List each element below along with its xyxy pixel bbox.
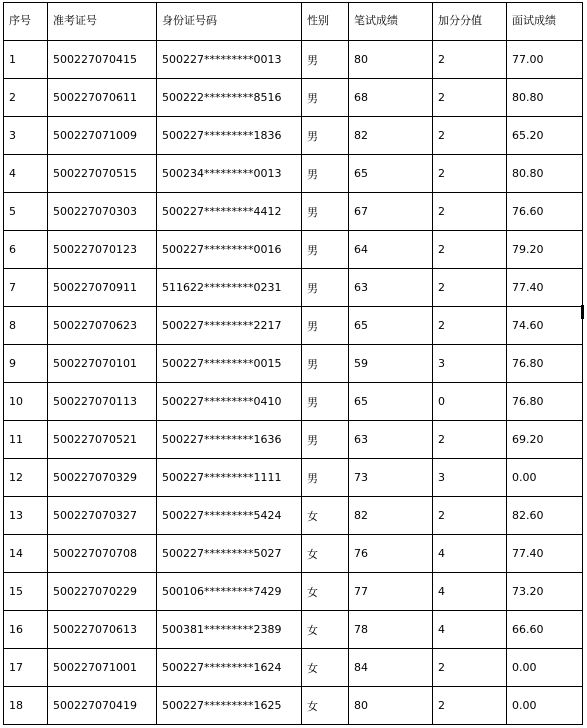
- cell-bonus-points: 2: [433, 79, 507, 117]
- cell-gender: 男: [302, 79, 349, 117]
- header-written-score: 笔试成绩: [349, 3, 433, 41]
- cell-written-score: 63: [349, 269, 433, 307]
- cell-interview-score: 76.60: [507, 193, 583, 231]
- table-row: [4, 79, 583, 117]
- table-row: [4, 649, 583, 687]
- cell-written-score: 59: [349, 345, 433, 383]
- cell-id-card-number: 500227*********1625: [157, 687, 302, 725]
- cell-serial-number: 8: [4, 307, 48, 345]
- cell-gender: 男: [302, 307, 349, 345]
- cell-admission-ticket-number: 500227070611: [48, 79, 157, 117]
- cell-admission-ticket-number: 500227070613: [48, 611, 157, 649]
- cell-admission-ticket-number: 500227070101: [48, 345, 157, 383]
- cell-interview-score: 80.80: [507, 79, 583, 117]
- cell-written-score: 82: [349, 497, 433, 535]
- table-row: [4, 535, 583, 573]
- cell-interview-score: 0.00: [507, 459, 583, 497]
- cell-bonus-points: 2: [433, 421, 507, 459]
- cell-written-score: 82: [349, 117, 433, 155]
- cell-interview-score: 77.40: [507, 535, 583, 573]
- header-admission-ticket-number: 准考证号: [48, 3, 157, 41]
- cell-interview-score: 74.60: [507, 307, 583, 345]
- cell-id-card-number: 500222*********8516: [157, 79, 302, 117]
- table-row: [4, 155, 583, 193]
- cell-interview-score: 80.80: [507, 155, 583, 193]
- cell-gender: 男: [302, 41, 349, 79]
- cell-admission-ticket-number: 500227070329: [48, 459, 157, 497]
- header-serial-number: 序号: [4, 3, 48, 41]
- cell-serial-number: 9: [4, 345, 48, 383]
- cell-admission-ticket-number: 500227070521: [48, 421, 157, 459]
- cell-bonus-points: 2: [433, 269, 507, 307]
- cell-serial-number: 11: [4, 421, 48, 459]
- cell-admission-ticket-number: 500227071009: [48, 117, 157, 155]
- cell-id-card-number: 500227*********1624: [157, 649, 302, 687]
- table-row: [4, 231, 583, 269]
- cell-bonus-points: 2: [433, 687, 507, 725]
- cell-bonus-points: 4: [433, 535, 507, 573]
- header-bonus-points: 加分分值: [433, 3, 507, 41]
- cell-written-score: 65: [349, 307, 433, 345]
- cell-admission-ticket-number: 500227070515: [48, 155, 157, 193]
- table-row: [4, 687, 583, 725]
- cell-interview-score: 76.80: [507, 383, 583, 421]
- cell-gender: 女: [302, 649, 349, 687]
- cell-serial-number: 7: [4, 269, 48, 307]
- table-row: [4, 459, 583, 497]
- cell-gender: 男: [302, 345, 349, 383]
- cell-admission-ticket-number: 500227070911: [48, 269, 157, 307]
- cell-admission-ticket-number: 500227070303: [48, 193, 157, 231]
- cell-id-card-number: 500227*********5424: [157, 497, 302, 535]
- cell-written-score: 68: [349, 79, 433, 117]
- table-row: [4, 345, 583, 383]
- cell-id-card-number: 500227*********5027: [157, 535, 302, 573]
- cell-bonus-points: 2: [433, 307, 507, 345]
- cell-serial-number: 13: [4, 497, 48, 535]
- cell-written-score: 73: [349, 459, 433, 497]
- cell-interview-score: 65.20: [507, 117, 583, 155]
- cell-gender: 女: [302, 535, 349, 573]
- cell-serial-number: 16: [4, 611, 48, 649]
- cell-id-card-number: 500227*********0016: [157, 231, 302, 269]
- cell-admission-ticket-number: 500227070229: [48, 573, 157, 611]
- cell-written-score: 67: [349, 193, 433, 231]
- table-header-row: [4, 3, 583, 41]
- header-interview-score: 面试成绩: [507, 3, 583, 41]
- table-row: [4, 193, 583, 231]
- cell-id-card-number: 500227*********0410: [157, 383, 302, 421]
- cell-admission-ticket-number: 500227070123: [48, 231, 157, 269]
- cell-interview-score: 69.20: [507, 421, 583, 459]
- cell-gender: 男: [302, 383, 349, 421]
- cell-bonus-points: 2: [433, 155, 507, 193]
- cell-admission-ticket-number: 500227070415: [48, 41, 157, 79]
- table-row: [4, 117, 583, 155]
- cell-id-card-number: 500227*********0015: [157, 345, 302, 383]
- cell-written-score: 84: [349, 649, 433, 687]
- cell-gender: 男: [302, 117, 349, 155]
- cell-gender: 男: [302, 231, 349, 269]
- cell-interview-score: 0.00: [507, 687, 583, 725]
- cell-bonus-points: 2: [433, 231, 507, 269]
- cell-serial-number: 17: [4, 649, 48, 687]
- cell-id-card-number: 500227*********0013: [157, 41, 302, 79]
- cell-serial-number: 1: [4, 41, 48, 79]
- cell-admission-ticket-number: 500227070419: [48, 687, 157, 725]
- cell-written-score: 80: [349, 41, 433, 79]
- cell-interview-score: 73.20: [507, 573, 583, 611]
- score-table: [3, 2, 583, 725]
- table-row: [4, 307, 583, 345]
- cell-id-card-number: 500227*********1111: [157, 459, 302, 497]
- cell-serial-number: 3: [4, 117, 48, 155]
- cell-admission-ticket-number: 500227070327: [48, 497, 157, 535]
- cell-bonus-points: 2: [433, 649, 507, 687]
- table-row: [4, 421, 583, 459]
- cell-gender: 男: [302, 155, 349, 193]
- cell-written-score: 65: [349, 155, 433, 193]
- cell-id-card-number: 500106*********7429: [157, 573, 302, 611]
- cell-interview-score: 82.60: [507, 497, 583, 535]
- cell-interview-score: 0.00: [507, 649, 583, 687]
- cell-serial-number: 5: [4, 193, 48, 231]
- cell-gender: 男: [302, 421, 349, 459]
- cell-admission-ticket-number: 500227071001: [48, 649, 157, 687]
- cell-gender: 男: [302, 459, 349, 497]
- cell-id-card-number: 500227*********4412: [157, 193, 302, 231]
- cell-admission-ticket-number: 500227070708: [48, 535, 157, 573]
- cell-interview-score: 79.20: [507, 231, 583, 269]
- cell-bonus-points: 4: [433, 573, 507, 611]
- cell-serial-number: 14: [4, 535, 48, 573]
- cell-serial-number: 2: [4, 79, 48, 117]
- table-row: [4, 497, 583, 535]
- table-row: [4, 383, 583, 421]
- cell-interview-score: 76.80: [507, 345, 583, 383]
- cell-interview-score: 66.60: [507, 611, 583, 649]
- cell-gender: 男: [302, 269, 349, 307]
- table-row: [4, 611, 583, 649]
- cell-serial-number: 12: [4, 459, 48, 497]
- cell-written-score: 64: [349, 231, 433, 269]
- table-row: [4, 269, 583, 307]
- cell-bonus-points: 4: [433, 611, 507, 649]
- cell-id-card-number: 500227*********2217: [157, 307, 302, 345]
- header-gender: 性别: [302, 3, 349, 41]
- cell-interview-score: 77.40: [507, 269, 583, 307]
- table-row: [4, 573, 583, 611]
- cell-bonus-points: 3: [433, 345, 507, 383]
- cell-gender: 女: [302, 573, 349, 611]
- cell-id-card-number: 500381*********2389: [157, 611, 302, 649]
- cell-written-score: 76: [349, 535, 433, 573]
- cell-id-card-number: 500227*********1636: [157, 421, 302, 459]
- cell-bonus-points: 2: [433, 41, 507, 79]
- cell-serial-number: 6: [4, 231, 48, 269]
- cell-written-score: 80: [349, 687, 433, 725]
- cell-written-score: 77: [349, 573, 433, 611]
- cell-written-score: 63: [349, 421, 433, 459]
- cell-gender: 女: [302, 687, 349, 725]
- cell-id-card-number: 500227*********1836: [157, 117, 302, 155]
- cell-bonus-points: 2: [433, 117, 507, 155]
- cell-gender: 女: [302, 611, 349, 649]
- cell-id-card-number: 500234*********0013: [157, 155, 302, 193]
- cell-interview-score: 77.00: [507, 41, 583, 79]
- cell-serial-number: 10: [4, 383, 48, 421]
- cell-bonus-points: 2: [433, 497, 507, 535]
- cell-bonus-points: 3: [433, 459, 507, 497]
- cell-serial-number: 15: [4, 573, 48, 611]
- cell-bonus-points: 2: [433, 193, 507, 231]
- cell-gender: 女: [302, 497, 349, 535]
- table-row: [4, 41, 583, 79]
- edge-marker: [581, 305, 584, 319]
- cell-written-score: 78: [349, 611, 433, 649]
- cell-gender: 男: [302, 193, 349, 231]
- cell-admission-ticket-number: 500227070623: [48, 307, 157, 345]
- cell-serial-number: 18: [4, 687, 48, 725]
- cell-id-card-number: 511622*********0231: [157, 269, 302, 307]
- header-id-card-number: 身份证号码: [157, 3, 302, 41]
- cell-written-score: 65: [349, 383, 433, 421]
- cell-admission-ticket-number: 500227070113: [48, 383, 157, 421]
- cell-serial-number: 4: [4, 155, 48, 193]
- cell-bonus-points: 0: [433, 383, 507, 421]
